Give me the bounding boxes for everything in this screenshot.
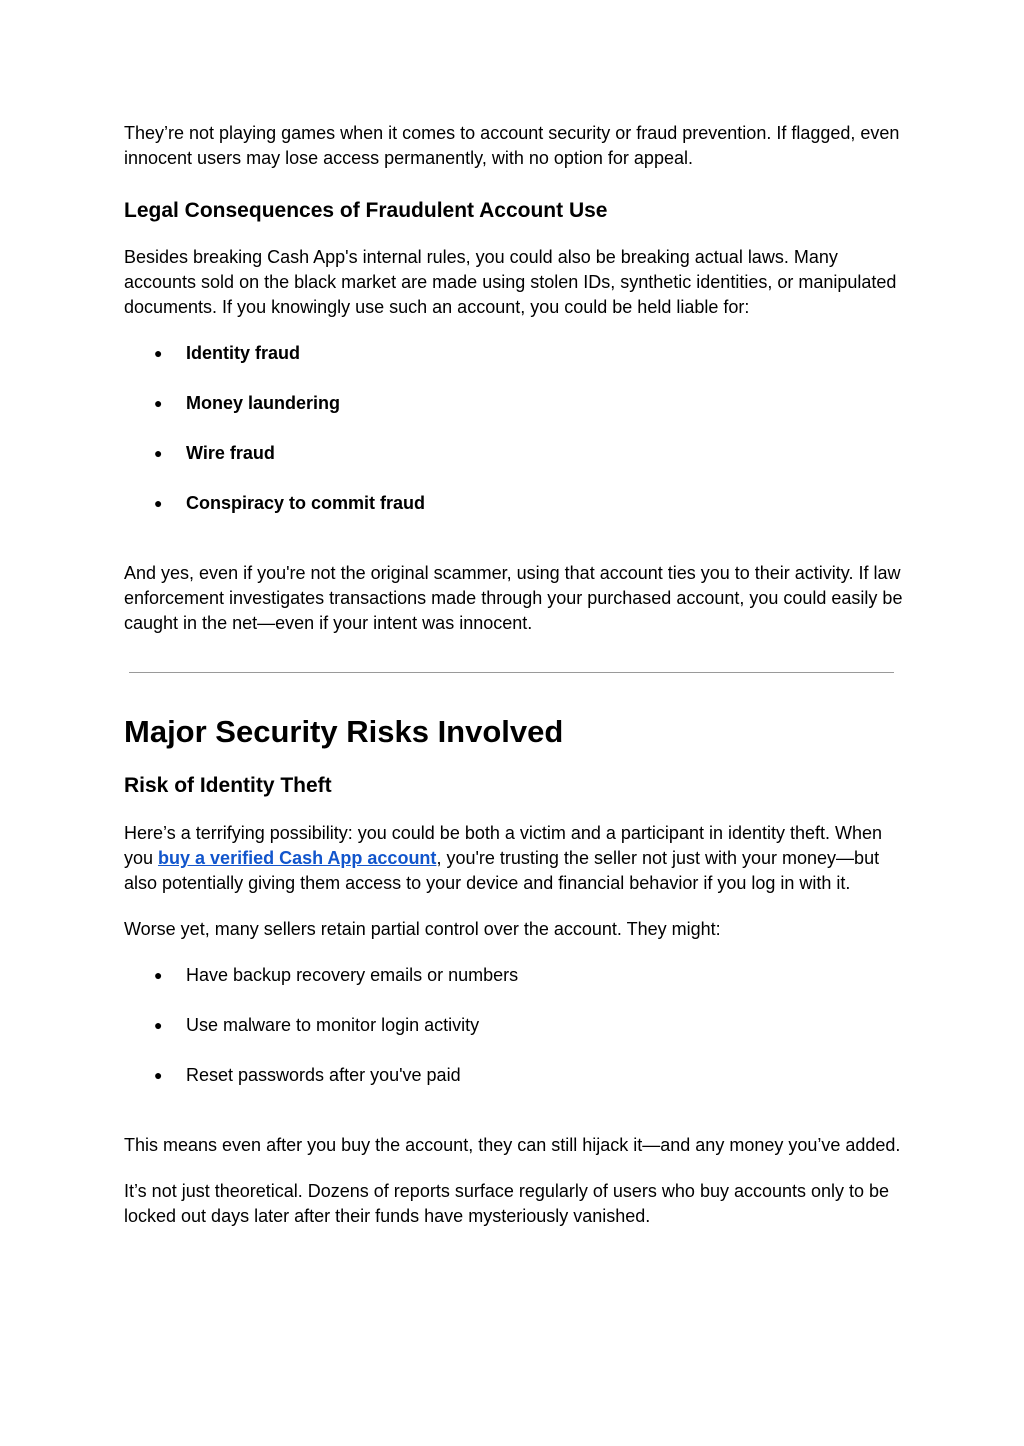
document-page xyxy=(124,121,904,1229)
seller-control-paragraph: Worse yet, many sellers retain partial control over the account. They might: xyxy=(124,919,721,939)
list-item xyxy=(124,1013,904,1038)
list-item xyxy=(124,391,904,416)
bullet-icon: ● xyxy=(154,1017,163,1033)
paragraph-text: Here’s a terrifying possibility: you could be both a victim and a participant in identity theft. When you xyxy=(124,823,883,868)
bullet-icon: ● xyxy=(154,495,163,511)
intro-paragraph: They’re not playing games when it comes to account security or fraud prevention. If flagged, even innocent users may lose access permanently, with no option for appeal. xyxy=(124,123,900,168)
legal-paragraph: Besides breaking Cash App's internal rules, you could also be breaking actual laws. Many accounts sold on the black market are made using stolen IDs, synthetic identities, or manipulated documents. If you knowingly use such an account, you could be held liable for: xyxy=(124,247,897,317)
list-item xyxy=(124,341,904,366)
bullet-icon: ● xyxy=(154,395,163,411)
security-heading: Major Security Risks Involved xyxy=(124,714,564,749)
reports-paragraph: It’s not just theoretical. Dozens of reports surface regularly of users who buy accounts only to be locked out days later after their funds have mysteriously vanished. xyxy=(124,1181,890,1226)
list-item xyxy=(124,1063,904,1088)
identity-theft-paragraph xyxy=(124,821,904,896)
list-item-text: Wire fraud xyxy=(186,443,275,463)
list-item-text: Money laundering xyxy=(186,393,341,413)
list-item xyxy=(124,441,904,466)
list-item-text: Conspiracy to commit fraud xyxy=(186,493,426,513)
list-item-text: Use malware to monitor login activity xyxy=(186,1015,480,1035)
seller-actions-list xyxy=(124,963,904,1088)
list-item-text: Have backup recovery emails or numbers xyxy=(186,965,519,985)
list-item-text: Reset passwords after you've paid xyxy=(186,1065,461,1085)
identity-theft-subheading: Risk of Identity Theft xyxy=(124,774,332,797)
buy-account-link[interactable]: buy a verified Cash App account xyxy=(158,848,437,868)
list-item xyxy=(124,963,904,988)
hijack-paragraph: This means even after you buy the account, they can still hijack it—and any money you’ve added. xyxy=(124,1135,901,1155)
list-item xyxy=(124,491,904,516)
bullet-icon: ● xyxy=(154,967,163,983)
legal-consequences-list xyxy=(124,341,904,516)
legal-closing-paragraph: And yes, even if you're not the original scammer, using that account ties you to their activity. If law enforcement investigates transactions made through your purchased account, you could easily be caught in the net—even if your intent was innocent. xyxy=(124,563,903,633)
bullet-icon: ● xyxy=(154,1067,163,1083)
list-item-text: Identity fraud xyxy=(186,343,301,363)
legal-heading: Legal Consequences of Fraudulent Account Use xyxy=(124,199,608,222)
bullet-icon: ● xyxy=(154,345,163,361)
section-divider xyxy=(129,672,894,673)
paragraph-text: , you're trusting the seller not just with your money—but also potentially giving them access to your device and financial behavior if you log in with it. xyxy=(124,848,880,893)
bullet-icon: ● xyxy=(154,445,163,461)
